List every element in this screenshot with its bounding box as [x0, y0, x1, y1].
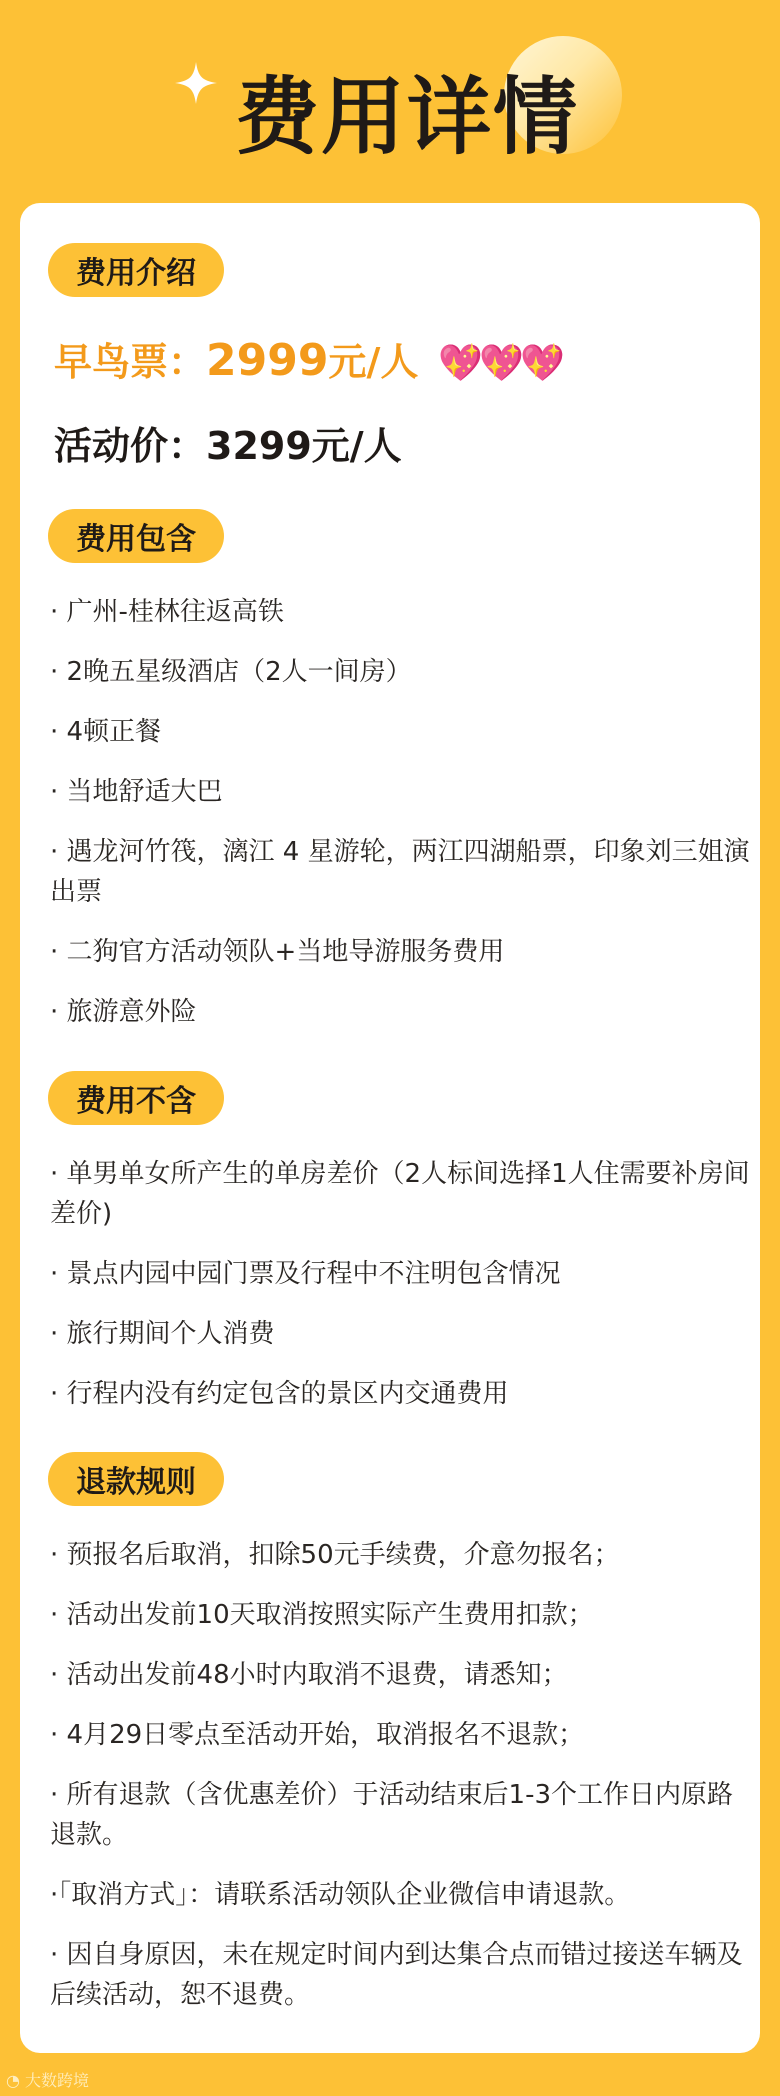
activity-price — [54, 415, 402, 470]
list-item: ·「取消方式」：请联系活动领队企业微信申请退款。 — [50, 1880, 631, 1910]
sparkling-hearts-icon: 💖💖💖 — [438, 343, 561, 384]
activity-unit: 元/人 — [311, 424, 402, 468]
watermark-logo-icon: ◔ — [6, 2071, 26, 2090]
early-bird-amount: 2999 — [206, 335, 329, 386]
early-bird-unit: 元/人 — [328, 340, 419, 384]
list-item: · 景点内园中园门票及行程中不注明包含情况 — [50, 1259, 561, 1289]
watermark — [6, 2068, 89, 2091]
list-item: · 单男单女所产生的单房差价（2人标间选择1人住需要补房间差价) — [50, 1159, 750, 1229]
list-item: · 行程内没有约定包含的景区内交通费用 — [50, 1379, 509, 1409]
sparkle-icon — [175, 62, 217, 104]
section-badge-intro: 费用介绍 — [48, 243, 224, 297]
early-bird-price — [54, 331, 561, 386]
list-item: · 2晚五星级酒店（2人一间房） — [50, 657, 412, 687]
section-badge-refund: 退款规则 — [48, 1452, 224, 1506]
list-item: · 4月29日零点至活动开始，取消报名不退款； — [50, 1720, 585, 1750]
header — [0, 0, 780, 200]
list-item: · 活动出发前48小时内取消不退费，请悉知； — [50, 1660, 568, 1690]
list-item: · 旅行期间个人消费 — [50, 1319, 275, 1349]
section-badge-excludes: 费用不含 — [48, 1071, 224, 1125]
list-item: · 二狗官方活动领队+当地导游服务费用 — [50, 937, 505, 967]
list-item: · 预报名后取消，扣除50元手续费，介意勿报名； — [50, 1540, 620, 1570]
list-item: · 旅游意外险 — [50, 997, 197, 1027]
list-item: · 遇龙河竹筏，漓江 4 星游轮，两江四湖船票，印象刘三姐演出票 — [50, 837, 750, 907]
activity-amount: 3299 — [206, 424, 312, 468]
watermark-text: 大数跨境 — [25, 2071, 90, 2090]
section-badge-includes: 费用包含 — [48, 509, 224, 563]
list-item: · 4顿正餐 — [50, 717, 162, 747]
list-item: · 当地舒适大巴 — [50, 777, 223, 807]
early-bird-label: 早鸟票： — [54, 340, 207, 384]
list-item: · 所有退款（含优惠差价）于活动结束后1-3个工作日内原路退款。 — [50, 1780, 733, 1850]
activity-label: 活动价： — [54, 424, 207, 468]
details-card — [20, 203, 760, 2053]
list-item: · 因自身原因，未在规定时间内到达集合点而错过接送车辆及后续活动，恕不退费。 — [50, 1940, 743, 2010]
page-title: 费用详情 — [235, 68, 580, 166]
list-item: · 活动出发前10天取消按照实际产生费用扣款； — [50, 1600, 594, 1630]
list-item: · 广州-桂林往返高铁 — [50, 597, 284, 627]
